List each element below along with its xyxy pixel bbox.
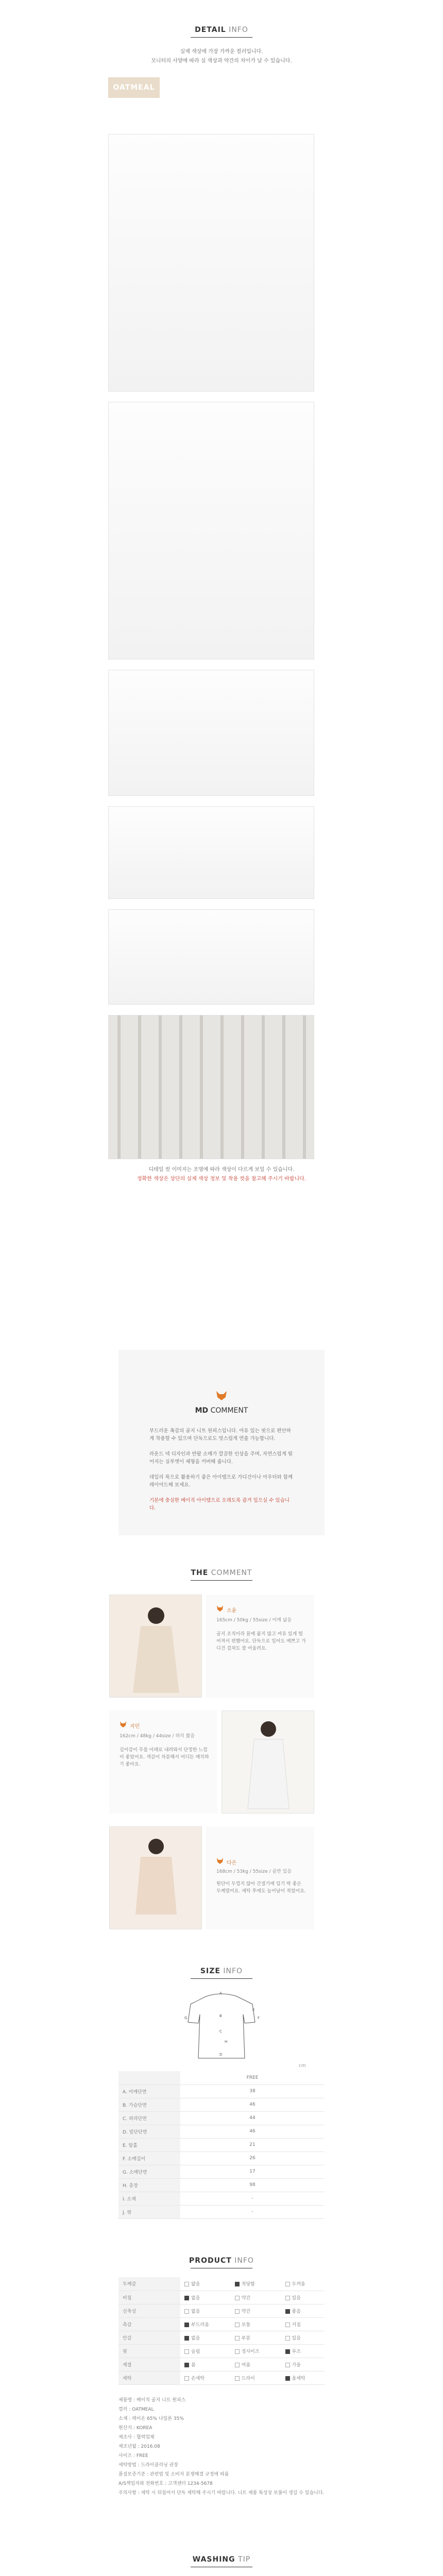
section-title-detail: DETAIL INFO — [195, 26, 248, 34]
check-box — [285, 2323, 290, 2327]
svg-text:A: A — [219, 1991, 222, 1995]
table-row: 비침 없음 약간 있음 — [118, 2291, 325, 2304]
section-title-comment: THE COMMENT — [191, 1569, 252, 1577]
product-info-list — [118, 2396, 325, 2498]
check-box — [184, 2376, 189, 2381]
product-info-line: 원산지 : KOREA — [118, 2426, 152, 2431]
fox-icon — [120, 1721, 127, 1728]
model-photo — [110, 1595, 202, 1698]
section-title-size: SIZE INFO — [200, 1967, 243, 1975]
comment-card-1 — [206, 1595, 314, 1698]
product-header — [0, 2257, 443, 2268]
table-row: I. 소재 - — [118, 2192, 325, 2205]
detail-photo-sleeve — [108, 806, 314, 899]
title-underline — [191, 37, 252, 38]
product-info-line: 품질보증기준 : 관련법 및 소비자 분쟁해결 규정에 따름 — [118, 2472, 229, 2477]
product-info-line: 제조사 : 협력업체 — [118, 2435, 155, 2440]
check-box — [235, 2323, 240, 2327]
detail-photo-full-2 — [108, 402, 314, 659]
color-swatch: OATMEAL — [108, 77, 160, 98]
table-row: 촉감 부드러움 보통 거침 — [118, 2317, 325, 2331]
svg-text:B: B — [219, 2014, 222, 2018]
detail-desc-1: 실제 색상에 가장 가까운 컬러입니다. — [180, 49, 263, 55]
detail-photo-neck — [108, 670, 314, 796]
size-diagram — [175, 1986, 268, 2063]
detail-desc-2: 모니터의 사양에 따라 실 색상과 약간의 차이가 날 수 있습니다. — [151, 58, 292, 64]
size-unit-note: cm — [299, 2063, 306, 2069]
commenter-name: 지민 — [130, 1724, 140, 1730]
product-check-table — [118, 2277, 325, 2385]
detail-photo-hem — [108, 909, 314, 1005]
commenter-name: 다은 — [227, 1860, 237, 1866]
md-paragraph: 기본에 충실한 베이직 아이템으로 오래도록 즐겨 입으실 수 있습니다. — [149, 1498, 289, 1511]
section-title-md: MD COMMENT — [195, 1406, 248, 1415]
product-info-line: 소재 : 레이온 65% 나일론 35% — [118, 2416, 184, 2421]
svg-text:D: D — [219, 2053, 223, 2057]
check-box — [235, 2376, 240, 2381]
md-comment-box — [118, 1350, 325, 1535]
md-paragraph: 데일리 룩으로 활용하기 좋은 아이템으로 가디건이나 아우터와 함께 레이어드해 보세요. — [149, 1475, 293, 1488]
check-box-selected — [184, 2336, 189, 2341]
section-title-product: PRODUCT INFO — [189, 2257, 254, 2265]
check-box-selected — [285, 2309, 290, 2314]
product-info-line: 제품명 : 베이직 골지 니트 원피스 — [118, 2398, 186, 2403]
commenter-text: 길이감이 무릎 아래로 내려와서 단정한 느낌이 좋았어요. 색감이 차분해서 어디든 매치하기 좋아요. — [120, 1748, 209, 1767]
table-row: 세탁 손세탁 드라이 울세탁 — [118, 2371, 325, 2384]
comment-photo-2 — [222, 1710, 314, 1814]
size-header — [0, 1967, 443, 1979]
check-box-selected — [285, 2349, 290, 2354]
commenter-name: 소윤 — [227, 1608, 237, 1614]
title-underline — [191, 1580, 252, 1581]
product-info-line: 제조년월 : 2016.08 — [118, 2444, 160, 2449]
table-row: 신축성 없음 약간 좋음 — [118, 2304, 325, 2317]
commenter-text: 골지 조직이라 몸에 붙지 않고 여유 있게 떨어져서 편했어요. 단독으로 입어도 예쁘고 가디건 걸쳐도 잘 어울려요. — [216, 1632, 306, 1651]
svg-text:C: C — [219, 2029, 222, 2033]
detail-caption-1: 디테일 컷 이미지는 조명에 따라 색상이 다르게 보일 수 있습니다. — [148, 1167, 295, 1173]
product-info-line: 주의사항 : 세탁 시 뒤집어서 단독 세탁해 주시기 바랍니다. 니트 제품 특성상 보풀이 생길 수 있습니다. — [118, 2490, 325, 2496]
product-info-line: 사이즈 : FREE — [118, 2453, 148, 2459]
comment-photo-3 — [109, 1826, 202, 1929]
table-row: E. 암홀 21 — [118, 2138, 325, 2151]
table-row: J. 핏 - — [118, 2205, 325, 2218]
table-row: 안감 없음 부분 있음 — [118, 2331, 325, 2344]
table-row: 두께감 얇음 적당함 두꺼움 — [118, 2277, 325, 2291]
size-table — [118, 2071, 325, 2219]
commenter-spec: 168cm / 53kg / 55size / 골반 있음 — [216, 1869, 292, 1874]
fox-icon — [216, 1605, 224, 1612]
title-underline — [191, 1978, 252, 1979]
svg-text:F: F — [258, 2016, 260, 2020]
comment-card-2 — [109, 1710, 217, 1814]
check-box — [235, 2296, 240, 2300]
commenter-text: 원단이 두껍지 않아 간절기에 입기 딱 좋은 두께였어요. 세탁 후에도 늘어남이 적었어요. — [216, 1882, 306, 1894]
table-row: C. 허리단면 44 — [118, 2111, 325, 2125]
fox-icon — [216, 1857, 224, 1865]
table-row: D. 밑단단면 46 — [118, 2125, 325, 2138]
comment-header — [0, 1569, 443, 1581]
detail-photo-texture — [108, 1015, 314, 1159]
fox-icon — [215, 1390, 228, 1401]
table-row: B. 가슴단면 46 — [118, 2098, 325, 2111]
table-row: FREE — [118, 2071, 325, 2084]
washing-header — [0, 2555, 443, 2567]
model-photo — [222, 1711, 314, 1814]
svg-text:E: E — [252, 2008, 255, 2012]
model-photo — [110, 1827, 202, 1929]
check-box — [235, 2363, 240, 2367]
product-info-line: A/S책임자와 전화번호 : 고객센터 1234-5678 — [118, 2481, 213, 2486]
check-box — [285, 2363, 290, 2367]
check-box-selected — [184, 2363, 189, 2367]
detail-header — [0, 26, 443, 38]
check-box — [235, 2336, 240, 2341]
check-box — [235, 2349, 240, 2354]
comment-card-3 — [206, 1826, 314, 1929]
check-box — [184, 2349, 189, 2354]
svg-text:H: H — [225, 2040, 228, 2044]
section-title-washing: WASHING TIP — [192, 2555, 251, 2564]
table-row: A. 어깨단면 38 — [118, 2084, 325, 2098]
check-box — [285, 2296, 290, 2300]
md-paragraph: 라운드 넥 디자인과 반팔 소매가 깔끔한 인상을 주며, 자연스럽게 떨어지는 실루엣이 체형을 커버해 줍니다. — [149, 1451, 293, 1465]
table-row: 핏 슬림 정사이즈 루즈 — [118, 2344, 325, 2358]
table-row: F. 소매길이 26 — [118, 2151, 325, 2165]
detail-photo-full-1 — [108, 134, 314, 392]
check-box-selected — [184, 2296, 189, 2300]
commenter-spec: 162cm / 48kg / 44size / 허리 짧음 — [120, 1734, 195, 1739]
check-box-selected — [184, 2323, 189, 2327]
product-info-line: 컬러 : OATMEAL — [118, 2407, 154, 2412]
product-info-line: 세탁방법 : 드라이클리닝 권장 — [118, 2463, 178, 2468]
check-box — [285, 2282, 290, 2286]
detail-caption-2: 정확한 색상은 상단의 실제 색상 정보 및 착용 컷을 참고해 주시기 바랍니다. — [137, 1176, 306, 1182]
check-box — [184, 2309, 189, 2314]
svg-text:G: G — [184, 2016, 188, 2020]
check-box — [184, 2282, 189, 2286]
check-box — [285, 2336, 290, 2341]
check-box — [235, 2309, 240, 2314]
comment-photo-1 — [109, 1595, 202, 1698]
table-row: G. 소매단면 17 — [118, 2165, 325, 2178]
table-row: H. 총장 98 — [118, 2178, 325, 2192]
check-box-selected — [235, 2282, 240, 2286]
commenter-spec: 165cm / 50kg / 55size / 어깨 넓음 — [216, 1618, 292, 1623]
knit-texture-image — [109, 1015, 314, 1159]
table-row: 계절 봄 여름 가을 — [118, 2358, 325, 2371]
check-box-selected — [285, 2376, 290, 2381]
md-paragraph: 부드러운 촉감의 골지 니트 원피스입니다. 여유 있는 핏으로 편안하게 착용할 수 있으며 단독으로도 멋스럽게 연출 가능합니다. — [149, 1428, 291, 1442]
